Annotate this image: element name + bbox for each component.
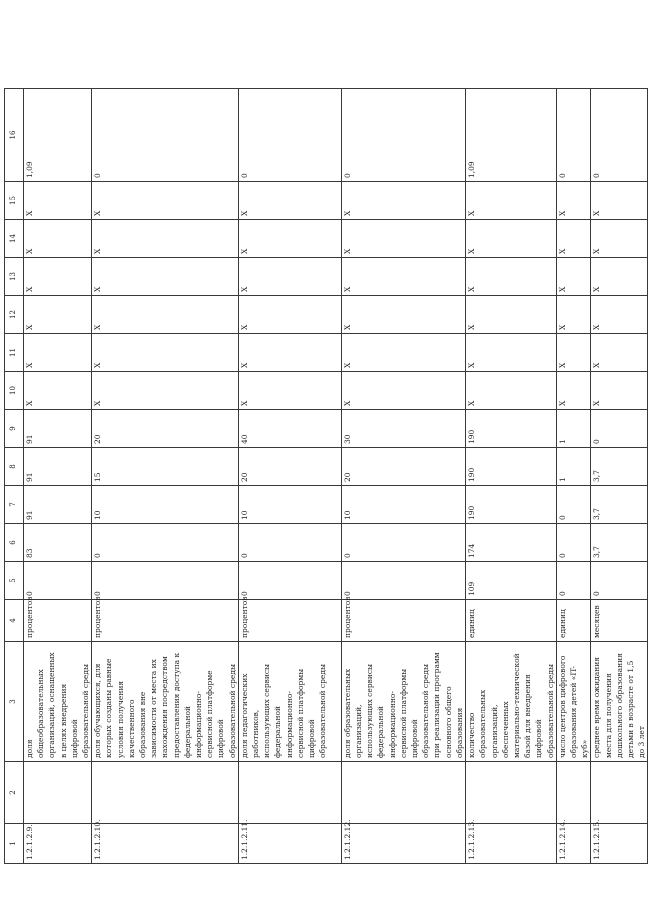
- table-row: [92, 89, 239, 864]
- value-cell-col-6: 0: [556, 524, 591, 562]
- value-cell-col-10: X: [24, 372, 92, 410]
- value-cell-col-16: 1,09: [466, 89, 557, 182]
- value-cell-col-5: 0: [24, 562, 92, 600]
- value-cell-col-11: X: [24, 334, 92, 372]
- value-cell-col-16: 0: [92, 89, 239, 182]
- value-cell-col-11: X: [591, 334, 648, 372]
- value-cell-col-9: 0: [591, 410, 648, 448]
- value-cell-col-14: X: [466, 220, 557, 258]
- column-header-14: 14: [5, 220, 24, 258]
- indicator-name: среднее время ожидания места для получения дошкольного образования детьми в возрасте от 1,5 до 3 лет: [592, 653, 647, 758]
- column-header-11: 11: [5, 334, 24, 372]
- value-cell-col-7: 10: [238, 486, 341, 524]
- value-cell-col-8: 20: [341, 448, 465, 486]
- column-header-16: 16: [5, 89, 24, 182]
- column-header-6: 6: [5, 524, 24, 562]
- value-cell-col-15: X: [341, 182, 465, 220]
- value-cell-col-14: X: [24, 220, 92, 258]
- value-cell-col-12: X: [24, 296, 92, 334]
- unit-of-measure: процентов: [341, 600, 465, 642]
- value-cell-col-7: 10: [92, 486, 239, 524]
- value-cell-col-11: X: [466, 334, 557, 372]
- value-cell-col-13: X: [556, 258, 591, 296]
- value-cell-col-8: 91: [24, 448, 92, 486]
- value-cell-col-8: 190: [466, 448, 557, 486]
- value-cell-col-8: 3,7: [591, 448, 648, 486]
- column-header-2: 2: [5, 762, 24, 824]
- indicator-name-cell: [591, 642, 648, 762]
- value-cell-col-12: X: [238, 296, 341, 334]
- value-cell-col-10: X: [591, 372, 648, 410]
- unit-of-measure: процентов: [24, 600, 92, 642]
- row-col2: [341, 762, 465, 824]
- table-row: [341, 89, 465, 864]
- unit-of-measure: процентов: [238, 600, 341, 642]
- value-cell-col-14: X: [238, 220, 341, 258]
- value-cell-col-5: 0: [591, 562, 648, 600]
- column-header-10: 10: [5, 372, 24, 410]
- column-header-13: 13: [5, 258, 24, 296]
- value-cell-col-13: X: [341, 258, 465, 296]
- value-cell-col-5: 0: [92, 562, 239, 600]
- value-cell-col-13: X: [591, 258, 648, 296]
- table-row: [591, 89, 648, 864]
- value-cell-col-14: X: [556, 220, 591, 258]
- row-code: 1.2.1.2.15.: [591, 824, 648, 864]
- value-cell-col-9: 190: [466, 410, 557, 448]
- value-cell-col-9: 1: [556, 410, 591, 448]
- value-cell-col-9: 30: [341, 410, 465, 448]
- row-code: 1.2.1.2.13.: [466, 824, 557, 864]
- value-cell-col-7: 91: [24, 486, 92, 524]
- value-cell-col-11: X: [556, 334, 591, 372]
- row-col2: [24, 762, 92, 824]
- value-cell-col-12: X: [92, 296, 239, 334]
- row-col2: [238, 762, 341, 824]
- value-cell-col-15: X: [556, 182, 591, 220]
- unit-of-measure: месяцев: [591, 600, 648, 642]
- column-header-15: 15: [5, 182, 24, 220]
- column-header-8: 8: [5, 448, 24, 486]
- table-row: [466, 89, 557, 864]
- value-cell-col-16: 1,09: [24, 89, 92, 182]
- column-header-1: 1: [5, 824, 24, 864]
- value-cell-col-11: X: [341, 334, 465, 372]
- value-cell-col-10: X: [92, 372, 239, 410]
- indicator-name-cell: [556, 642, 591, 762]
- value-cell-col-6: 0: [92, 524, 239, 562]
- column-header-12: 12: [5, 296, 24, 334]
- indicator-name-cell: [238, 642, 341, 762]
- value-cell-col-16: 0: [591, 89, 648, 182]
- value-cell-col-5: 0: [238, 562, 341, 600]
- value-cell-col-7: 3,7: [591, 486, 648, 524]
- value-cell-col-7: 10: [341, 486, 465, 524]
- indicator-name-cell: [92, 642, 239, 762]
- row-col2: [92, 762, 239, 824]
- value-cell-col-5: 0: [341, 562, 465, 600]
- row-col2: [591, 762, 648, 824]
- value-cell-col-12: X: [556, 296, 591, 334]
- value-cell-col-15: X: [238, 182, 341, 220]
- value-cell-col-10: X: [238, 372, 341, 410]
- value-cell-col-9: 91: [24, 410, 92, 448]
- value-cell-col-15: X: [92, 182, 239, 220]
- value-cell-col-13: X: [92, 258, 239, 296]
- column-number-header-row: [5, 89, 24, 864]
- value-cell-col-15: X: [24, 182, 92, 220]
- table-row: [556, 89, 591, 864]
- indicator-name-cell: [341, 642, 465, 762]
- indicator-name: доля педагогических работников, использующих сервисы федеральной информационно- сервисной платформы цифровой образовательной среды: [239, 663, 328, 758]
- value-cell-col-15: X: [466, 182, 557, 220]
- indicator-name: доля образовательных организаций, использующих сервисы федеральной информационно- сервисной платформы цифровой образовательной среды при реализации программ основного общего образования: [342, 652, 464, 758]
- value-cell-col-13: X: [466, 258, 557, 296]
- table-row: [238, 89, 341, 864]
- row-col2: [556, 762, 591, 824]
- indicator-name: доля общеобразовательных организаций, оснащенных в целях внедрения цифровой образовательной среды: [25, 652, 91, 758]
- value-cell-col-7: 0: [556, 486, 591, 524]
- row-code: 1.2.1.2.9.: [24, 824, 92, 864]
- value-cell-col-7: 190: [466, 486, 557, 524]
- value-cell-col-6: 0: [238, 524, 341, 562]
- value-cell-col-9: 40: [238, 410, 341, 448]
- indicator-name-cell: [24, 642, 92, 762]
- value-cell-col-16: 0: [556, 89, 591, 182]
- value-cell-col-11: X: [92, 334, 239, 372]
- row-code: 1.2.1.2.11.: [238, 824, 341, 864]
- value-cell-col-12: X: [591, 296, 648, 334]
- row-code: 1.2.1.2.10.: [92, 824, 239, 864]
- unit-of-measure: единиц: [466, 600, 557, 642]
- value-cell-col-8: 1: [556, 448, 591, 486]
- column-header-9: 9: [5, 410, 24, 448]
- table-body: [24, 89, 648, 864]
- value-cell-col-8: 20: [238, 448, 341, 486]
- value-cell-col-15: X: [591, 182, 648, 220]
- unit-of-measure: единиц: [556, 600, 591, 642]
- indicators-table: [4, 88, 648, 864]
- table-row: [24, 89, 92, 864]
- value-cell-col-14: X: [591, 220, 648, 258]
- indicator-name: доля обучающихся, для которых созданы равные условия получения качественного образования вне зависимости от места их нахождения посредством предоставления доступа к федеральной информационно- сервисной платформе цифровой образовательной среды: [93, 652, 237, 758]
- value-cell-col-6: 83: [24, 524, 92, 562]
- value-cell-col-12: X: [466, 296, 557, 334]
- value-cell-col-5: 0: [556, 562, 591, 600]
- value-cell-col-10: X: [466, 372, 557, 410]
- value-cell-col-6: 0: [341, 524, 465, 562]
- row-col2: [466, 762, 557, 824]
- unit-of-measure: процентов: [92, 600, 239, 642]
- value-cell-col-6: 174: [466, 524, 557, 562]
- value-cell-col-16: 0: [341, 89, 465, 182]
- rotated-table-container: [4, 130, 647, 864]
- value-cell-col-11: X: [238, 334, 341, 372]
- value-cell-col-14: X: [341, 220, 465, 258]
- value-cell-col-16: 0: [238, 89, 341, 182]
- row-code: 1.2.1.2.12.: [341, 824, 465, 864]
- column-header-5: 5: [5, 562, 24, 600]
- value-cell-col-9: 20: [92, 410, 239, 448]
- value-cell-col-14: X: [92, 220, 239, 258]
- value-cell-col-12: X: [341, 296, 465, 334]
- value-cell-col-13: X: [24, 258, 92, 296]
- column-header-7: 7: [5, 486, 24, 524]
- value-cell-col-8: 15: [92, 448, 239, 486]
- indicator-name-cell: [466, 642, 557, 762]
- column-header-4: 4: [5, 600, 24, 642]
- indicator-name: число центров цифрового образования детей «IT- куб»: [557, 655, 590, 758]
- value-cell-col-5: 109: [466, 562, 557, 600]
- value-cell-col-13: X: [238, 258, 341, 296]
- value-cell-col-10: X: [341, 372, 465, 410]
- value-cell-col-6: 3,7: [591, 524, 648, 562]
- row-code: 1.2.1.2.14.: [556, 824, 591, 864]
- column-header-3: 3: [5, 642, 24, 762]
- indicator-name: количество образовательных организаций, обеспеченных материально-технической базой для внедрения цифровой образовательной среды: [467, 653, 555, 758]
- value-cell-col-10: X: [556, 372, 591, 410]
